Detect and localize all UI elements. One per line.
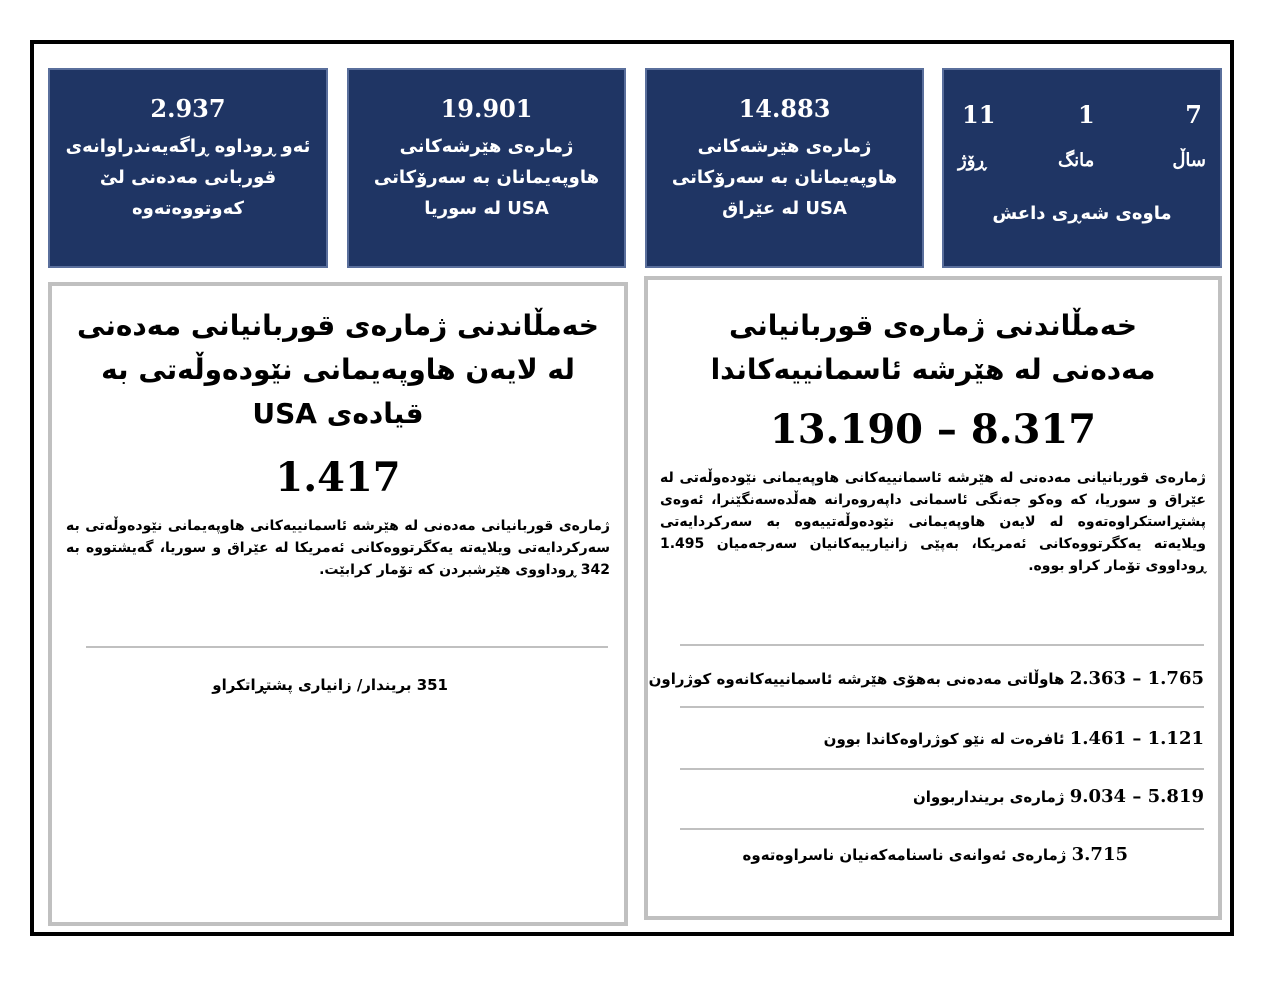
panel-description: ژمارەی قوربانیانی مەدەنی لە هێرشە ئاسمانییەکانی هاوپەیمانی نێودەوڵەتی لە عێراق و سوریا، کە وەکو جەنگی ئاسمانی داپەروەرانە هەڵدەسەنگێنرا، ئەوەی پشتڕاستکراوەتەوە لە لایەن هاوپەیمانی نێودەوڵەتییەوە بە سەرکردایەتی ویلایەتە یەکگرتووەکانی ئەمریکا، بەپێی زانیارییەکانیان سەرجەمیان 1.495 ڕوداووی تۆمار کراو بووە.	[660, 470, 1206, 574]
divider	[680, 768, 1204, 770]
stat-label: ئەو ڕوداوە ڕاگەیەندراوانەی قوربانی مەدەنی لێ کەوتووەتەوە	[65, 136, 311, 219]
stat-box-war-duration	[942, 68, 1222, 268]
divider	[680, 644, 1204, 646]
duration-months: 1	[1078, 100, 1095, 129]
stat-text: ژمارەی ئەوانەی ناسنامەکەنیان ناسراوەتەوە	[742, 846, 1067, 864]
stat-box-reported-incidents	[48, 68, 328, 268]
stat-line-injured	[913, 786, 1204, 807]
stat-range: 3.715	[1071, 844, 1128, 865]
stat-box-syria-strikes	[347, 68, 626, 268]
panel-description: ژمارەی قوربانیانی مەدەنی لە هێرشە ئاسمانییەکانی هاوپەیمانی نێودەوڵەتی بە سەرکردایەتی ویلایەتە یەکگرتووەکانی ئەمریکا لە عێراق و سوریا، گەیشتووە بە 342 ڕوداووی هێرشبردن کە تۆمار کرابێت.	[66, 518, 610, 578]
divider	[680, 828, 1204, 830]
divider	[680, 706, 1204, 708]
stat-number: 19.901	[440, 94, 533, 123]
stat-number: 2.937	[150, 94, 226, 123]
stat-label: ژمارەی هێرشەکانی هاوپەیمانان بە سەرۆکاتی USA لە عێراق	[671, 136, 898, 219]
stat-range: 1.765 – 2.363	[1069, 668, 1204, 689]
panel-number: 13.190 – 8.317	[769, 406, 1097, 453]
stat-box-iraq-strikes	[645, 68, 924, 268]
stat-text: ژمارەی برینداربووان	[912, 788, 1065, 806]
panel-usa-coalition-estimate	[48, 282, 628, 926]
stat-range: 1.121 – 1.461	[1069, 728, 1204, 749]
stat-label: ژمارەی هێرشەکانی هاوپەیمانان بە سەرۆکاتی USA لە سوریا	[373, 136, 600, 219]
duration-years: 7	[1185, 100, 1202, 129]
years-label: ساڵ	[1172, 150, 1206, 171]
panel-title: خەمڵاندنی ژمارەی قوربانیانی مەدەنی لە لایەن هاوپەیمانی نێودەوڵەتی بە قیادەی USA	[77, 309, 599, 430]
stat-text: ئافرەت لە نێو کوژراوەکاندا بوون	[823, 730, 1065, 748]
stat-line-identified	[743, 844, 1128, 865]
panel-title: خەمڵاندنی ژمارەی قوربانیانی مەدەنی لە هێرشە ئاسمانییەکاندا	[710, 309, 1156, 386]
duration-numbers	[944, 100, 1220, 130]
stat-text: هاوڵاتی مەدەنی بەهۆی هێرشە ئاسمانییەکانەوە کوژراون	[648, 670, 1065, 688]
stat-line-women-killed	[824, 728, 1204, 749]
days-label: ڕۆژ	[958, 150, 987, 171]
panel-footer-stat: 351 بریندار/ زانیاری پشتڕاتکراو	[212, 676, 448, 694]
duration-days: 11	[962, 100, 996, 129]
duration-caption: ماوەی شەڕی داعش	[992, 203, 1172, 224]
stat-line-civilians-killed	[649, 668, 1204, 689]
panel-number: 1.417	[275, 454, 401, 501]
divider	[86, 646, 608, 648]
duration-labels	[944, 150, 1220, 180]
stat-range: 5.819 – 9.034	[1069, 786, 1204, 807]
months-label: مانگ	[1058, 150, 1095, 171]
panel-airstrike-estimate	[644, 276, 1222, 920]
stat-number: 14.883	[738, 94, 831, 123]
